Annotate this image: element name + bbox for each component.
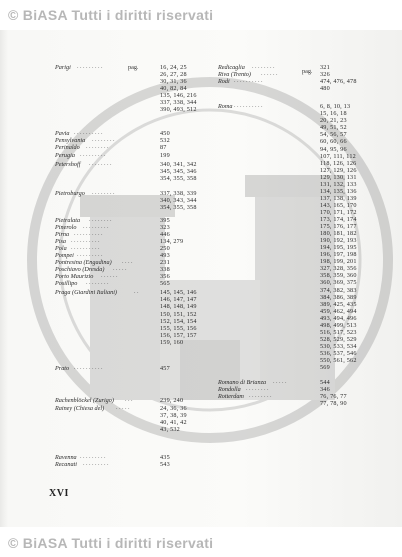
index-entry-pages: 156, 157, 157 bbox=[160, 331, 197, 339]
index-entry-pages: 131, 132, 133 bbox=[320, 180, 357, 188]
index-entry-pages: 532 bbox=[160, 137, 170, 145]
index-entry-name: Romano di Brianza bbox=[218, 379, 267, 387]
index-entry-pages: 530, 533, 534 bbox=[320, 342, 357, 350]
pag-label-right: pag. bbox=[302, 68, 313, 75]
index-entry-pages: 54, 56, 57 bbox=[320, 131, 347, 139]
leader-dots: . . . . . . . . . bbox=[80, 454, 106, 461]
leader-dots: . . . . . . . . . . bbox=[74, 364, 103, 371]
leader-dots: . . . . . . . . bbox=[89, 160, 112, 167]
index-entry-pages: 544 bbox=[320, 379, 330, 387]
index-entry-name: Posillipo bbox=[55, 280, 78, 288]
watermark-bottom-bar bbox=[0, 527, 402, 557]
index-entry-pages: 15, 16, 18 bbox=[320, 110, 347, 118]
leader-dots: . . . . bbox=[122, 259, 133, 266]
index-entry-pages: 199 bbox=[160, 151, 170, 159]
index-entry-pages: 528, 529, 529 bbox=[320, 335, 357, 343]
index-entry-name: Rainey (Chiesa del) bbox=[55, 404, 105, 412]
index-entry-pages: 323 bbox=[160, 223, 170, 231]
leader-dots: . . . . . . . . . bbox=[83, 461, 109, 468]
index-entry-name: Redicaglia bbox=[218, 64, 245, 71]
index-entry-name: Petershoff bbox=[55, 160, 81, 168]
index-entry-pages: 26, 27, 28 bbox=[160, 71, 187, 79]
index-entry-pages: 87 bbox=[160, 144, 167, 152]
index-entry-pages: 354, 355, 358 bbox=[160, 203, 197, 211]
index-entry-pages: 345, 345, 346 bbox=[160, 167, 197, 175]
index-entry-pages: 358, 359, 360 bbox=[320, 272, 357, 280]
leader-dots: . . . . . . . . . bbox=[83, 223, 109, 230]
index-entry-name: Pisa bbox=[55, 238, 67, 245]
index-entry-pages: 543 bbox=[160, 461, 170, 469]
index-entry-name: Rachenblöckel (Zurigo) bbox=[55, 396, 114, 404]
leader-dots: . . . . . . bbox=[261, 71, 278, 78]
index-entry-pages: 76, 76, 77 bbox=[320, 393, 347, 401]
leader-dots: . . . . . bbox=[273, 379, 287, 386]
index-entry-name: Pola bbox=[55, 245, 67, 253]
index-entry-pages: 24, 36, 36 bbox=[160, 404, 187, 412]
leader-dots: . . . . . . bbox=[101, 273, 118, 280]
index-entry-pages: 137, 138, 139 bbox=[320, 194, 357, 202]
leader-dots: . . . . . . . . bbox=[86, 280, 109, 287]
index-entry-pages: 6, 8, 10, 13 bbox=[320, 103, 351, 111]
index-entry-name: Pensylvania bbox=[55, 137, 86, 145]
leader-dots: . . . . . . . . . . bbox=[234, 78, 263, 85]
index-entry-pages: 390, 493, 512 bbox=[160, 106, 197, 114]
index-entry-name: Pietralata bbox=[55, 216, 81, 224]
index-entry-pages: 16, 24, 25 bbox=[160, 64, 187, 71]
leader-dots: . . . . . . . . bbox=[92, 189, 115, 196]
index-entry-pages: 180, 181, 182 bbox=[320, 230, 357, 238]
index-entry-pages: 30, 31, 36 bbox=[160, 78, 187, 86]
index-entry-pages: 346 bbox=[320, 386, 330, 394]
index-entry-pages: 550, 561, 562 bbox=[320, 357, 357, 364]
index-entry-pages: 152, 154, 154 bbox=[160, 317, 197, 325]
leader-dots: . . . . . . . . bbox=[246, 386, 269, 393]
leader-dots: . . . . . . . . . . bbox=[74, 230, 103, 237]
index-entry-pages: 94, 95, 96 bbox=[320, 145, 347, 153]
index-entry-pages: 155, 155, 156 bbox=[160, 324, 197, 332]
index-entry-pages: 135, 146, 216 bbox=[160, 92, 197, 100]
leader-dots: . . . . . . . . bbox=[89, 216, 112, 223]
index-entry-pages: 338 bbox=[160, 266, 170, 274]
index-entry-name: Pinerolo bbox=[55, 223, 77, 231]
index-entry-name: Roma bbox=[218, 103, 233, 111]
index-entry-pages: 107, 111, 112 bbox=[320, 152, 356, 160]
index-entry-pages: 37, 38, 39 bbox=[160, 411, 187, 419]
index-entry-name: Ravenna bbox=[55, 454, 77, 462]
leader-dots: . . . . . . . . . bbox=[77, 64, 103, 70]
index-entry-pages: 498, 499, 513 bbox=[320, 321, 357, 329]
index-entry-pages: 450 bbox=[160, 130, 170, 138]
index-entry-pages: 565 bbox=[160, 280, 170, 288]
index-entry-name: Perugia bbox=[55, 151, 75, 159]
page-number: XVI bbox=[49, 488, 69, 499]
index-entry-pages: 170, 171, 172 bbox=[320, 208, 357, 216]
index-entry-name: Rodi bbox=[218, 78, 230, 86]
leader-dots: . . . . . . . . . . bbox=[71, 245, 100, 252]
index-entry-pages: 127, 129, 126 bbox=[320, 166, 357, 174]
copyright-watermark-bottom: © BiASA Tutti i diritti riservati bbox=[8, 535, 214, 551]
index-entry-pages: 459, 462, 494 bbox=[320, 307, 357, 315]
leader-dots: . . . bbox=[125, 396, 133, 403]
leader-dots: . . . . . . . . . bbox=[77, 252, 103, 259]
leader-dots: . . . . . bbox=[113, 266, 127, 273]
index-entry-pages: 516, 517, 523 bbox=[320, 328, 357, 336]
index-entry-pages: 340, 343, 344 bbox=[160, 196, 197, 204]
index-entry-pages: 337, 338, 339 bbox=[160, 189, 197, 197]
watermark-top-bar bbox=[0, 0, 402, 30]
index-entry-name: Poschiavo (Dresda) bbox=[55, 266, 105, 274]
leader-dots: . . . . . . . . . . bbox=[234, 103, 263, 110]
index-entry-pages: 384, 386, 389 bbox=[320, 293, 357, 301]
index-entry-pages: 40, 82, 84 bbox=[160, 85, 187, 93]
index-entry-name: Pietroburgo bbox=[55, 189, 85, 197]
index-entry-name: Perinaldo bbox=[55, 144, 80, 152]
index-entry-pages: 395 bbox=[160, 216, 170, 224]
index-entry-pages: 43, 532 bbox=[160, 426, 180, 433]
index-entry-pages: 134, 279 bbox=[160, 238, 184, 245]
leader-dots: . . . . . bbox=[116, 404, 130, 411]
leader-dots: . . bbox=[134, 289, 139, 296]
pag-label-left: pag. bbox=[128, 64, 139, 71]
index-entry-name: Porto Maurizio bbox=[55, 273, 94, 281]
index-entry-pages: 118, 126, 126 bbox=[320, 159, 357, 167]
index-entry-name: Pirna bbox=[55, 230, 70, 238]
index-entry-pages: 374, 382, 383 bbox=[320, 286, 357, 294]
index-entry-pages: 321 bbox=[320, 64, 330, 71]
leader-dots: . . . . . . . . . . bbox=[74, 130, 103, 137]
index-entry-pages: 190, 192, 193 bbox=[320, 237, 357, 245]
index-entry-pages: 493 bbox=[160, 252, 170, 260]
index-entry-name: Pontresina (Engadina) bbox=[55, 259, 112, 267]
index-entry-name: Pavia bbox=[55, 130, 70, 138]
index-entry-pages: 194, 195, 195 bbox=[320, 244, 357, 252]
index-entry-pages: 435 bbox=[160, 454, 170, 462]
index-entry-name: Riva (Trento) bbox=[218, 71, 251, 79]
index-entry-pages: 340, 341, 342 bbox=[160, 160, 197, 168]
index-entry-pages: 173, 174, 174 bbox=[320, 216, 357, 223]
index-entry-name: Prato bbox=[55, 364, 70, 372]
index-entry-pages: 143, 165, 170 bbox=[320, 201, 357, 209]
leader-dots: . . . . . . . . bbox=[249, 393, 272, 400]
index-entry-pages: 159, 160 bbox=[160, 338, 184, 346]
index-entry-pages: 40, 41, 42 bbox=[160, 418, 187, 426]
index-entry-name: Rondolla bbox=[218, 386, 241, 394]
index-entry-pages: 354, 355, 358 bbox=[160, 174, 197, 182]
index-entry-pages: 446 bbox=[160, 230, 170, 238]
copyright-watermark-top: © BiASA Tutti i diritti riservati bbox=[8, 7, 214, 23]
index-entry-pages: 196, 197, 198 bbox=[320, 251, 357, 259]
index-entry-pages: 175, 176, 177 bbox=[320, 223, 357, 231]
index-entry-pages: 231 bbox=[160, 259, 170, 267]
index-entry-pages: 134, 135, 136 bbox=[320, 187, 357, 195]
index-entry-pages: 337, 338, 344 bbox=[160, 99, 197, 107]
index-entry-pages: 148, 148, 149 bbox=[160, 303, 197, 311]
index-entry-pages: 60, 60, 66 bbox=[320, 138, 347, 146]
index-entry-pages: 326 bbox=[320, 71, 330, 79]
leader-dots: . . . . . . . . . . bbox=[71, 238, 100, 244]
index-entry-name: Rotterdam bbox=[218, 393, 244, 401]
index-entry-pages: 389, 425, 435 bbox=[320, 300, 357, 308]
index-entry-pages: 250 bbox=[160, 245, 170, 253]
index-entry-pages: 474, 476, 478 bbox=[320, 78, 357, 86]
index-entry-pages: 360, 369, 375 bbox=[320, 279, 357, 287]
leader-dots: . . . . . . . . bbox=[86, 144, 109, 151]
index-entry-pages: 356 bbox=[160, 273, 170, 281]
index-entry-pages: 569 bbox=[320, 364, 330, 372]
index-entry-pages: 536, 537, 546 bbox=[320, 349, 357, 357]
index-entry-pages: 198, 199, 201 bbox=[320, 258, 357, 266]
leader-dots: . . . . . . . . bbox=[92, 137, 115, 144]
index-entry-pages: 145, 145, 146 bbox=[160, 289, 197, 297]
index-entry-pages: 239, 240 bbox=[160, 396, 184, 404]
index-entry-pages: 493, 494, 496 bbox=[320, 314, 357, 322]
index-entry-pages: 49, 51, 52 bbox=[320, 124, 347, 132]
index-entry-pages: 327, 328, 356 bbox=[320, 265, 357, 273]
index-entry-pages: 146, 147, 147 bbox=[160, 296, 197, 304]
index-entry-pages: 129, 130, 131 bbox=[320, 173, 357, 181]
index-entry-name: Parigi bbox=[55, 64, 71, 71]
index-entry-pages: 20, 21, 23 bbox=[320, 117, 347, 125]
index-entry-name: Recanati bbox=[55, 461, 77, 469]
index-entry-name: Pompei bbox=[55, 252, 74, 260]
index-entry-pages: 457 bbox=[160, 364, 170, 372]
leader-dots: . . . . . . . . bbox=[252, 64, 275, 70]
leader-dots: . . . . . . . . . bbox=[80, 151, 106, 158]
index-entry-pages: 77, 78, 90 bbox=[320, 400, 347, 408]
index-entry-pages: 480 bbox=[320, 85, 330, 93]
index-entry-name: Praga (Giardini Italiani) bbox=[55, 289, 117, 297]
index-entry-pages: 150, 151, 152 bbox=[160, 310, 197, 318]
